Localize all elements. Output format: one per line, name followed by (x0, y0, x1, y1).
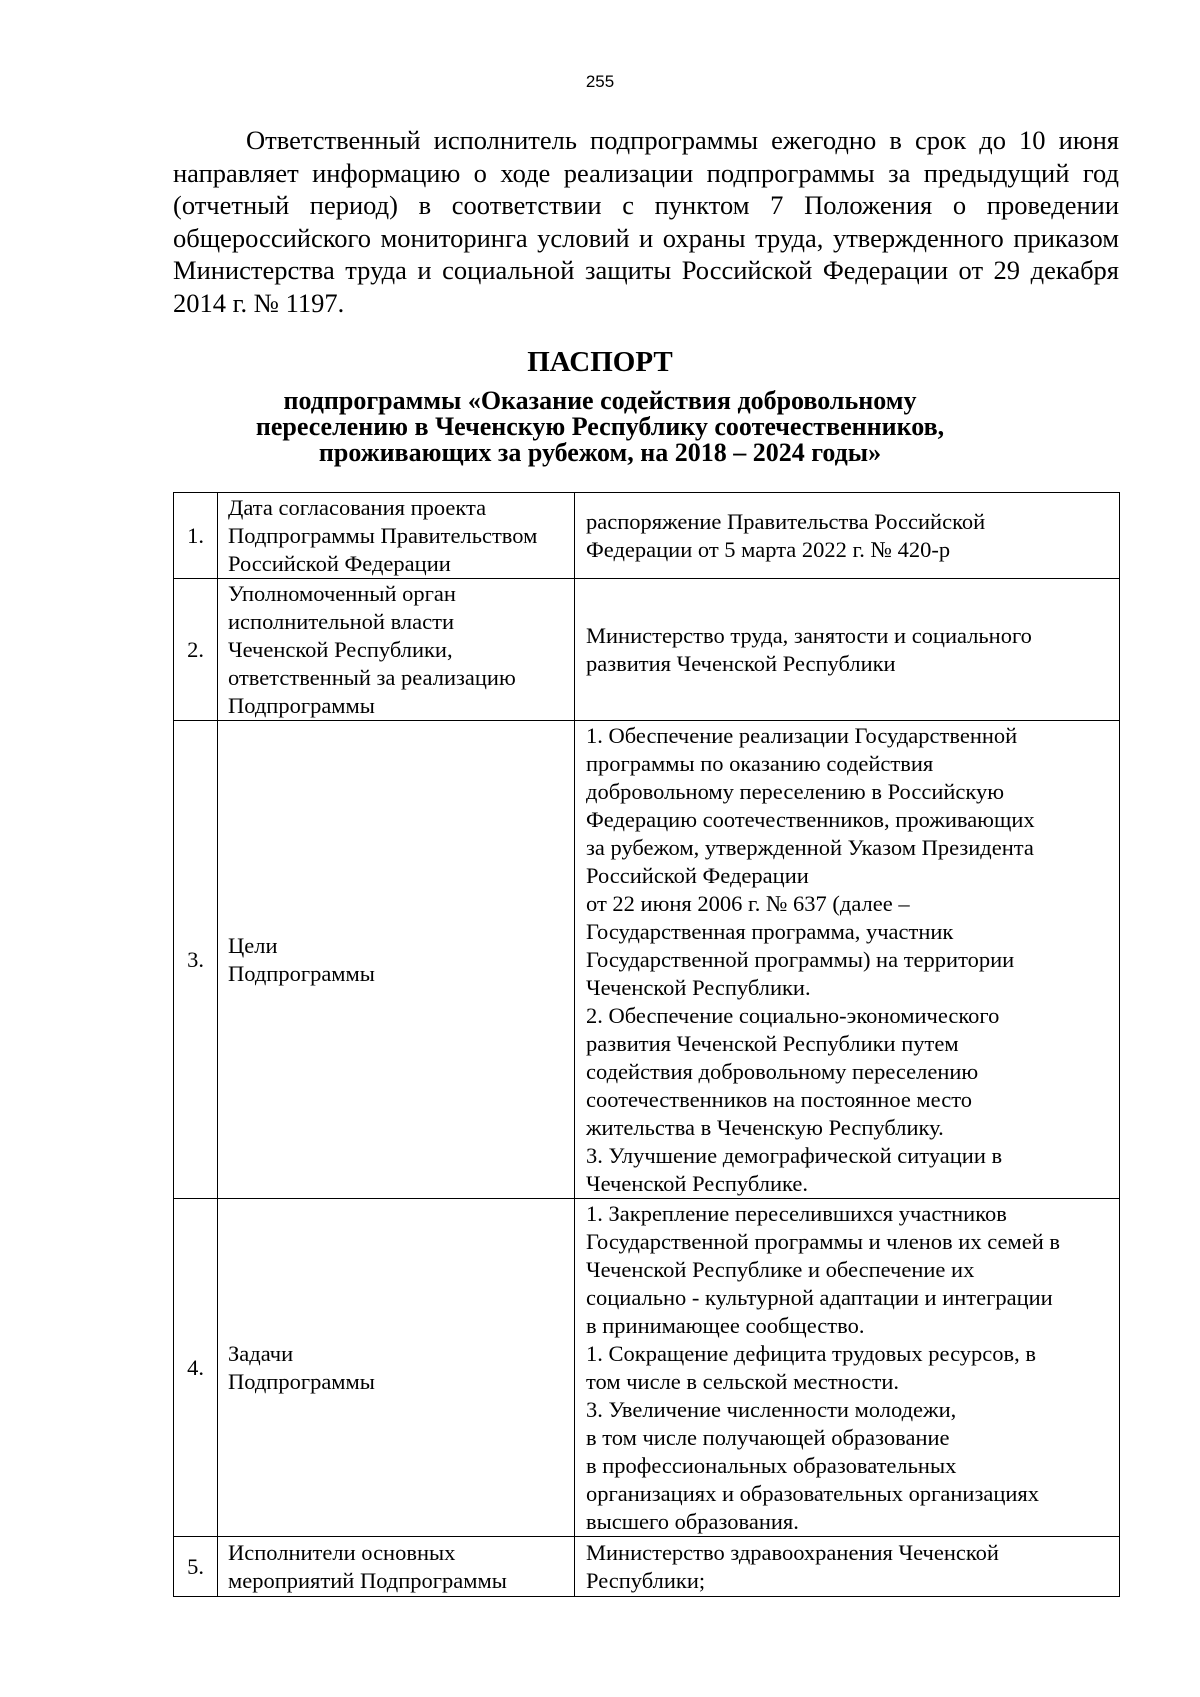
passport-subtitle-line: переселению в Чеченскую Республику соотечественников, (255, 412, 945, 441)
row-parameter: Дата согласования проекта Подпрограммы Правительством Российской Федерации (218, 493, 575, 579)
row-parameter: Уполномоченный орган исполнительной власти Чеченской Республики, ответственный за реализацию Подпрограммы (218, 579, 575, 721)
row-number: 5. (174, 1537, 218, 1597)
table-row (174, 1537, 1120, 1597)
row-parameter: Цели Подпрограммы (218, 721, 575, 1199)
row-number: 4. (174, 1199, 218, 1537)
table-row (174, 493, 1120, 579)
row-value: 1. Закрепление переселившихся участников Государственной программы и членов их семей в Чеченской Республике и обеспечение их социально - культурной адаптации и интеграции в принимающее сообщество. 1. Сокращение дефицита трудовых ресурсов, в том числе в сельской местности. 3. Увеличение численности молодежи, в том числе получающей образование в профессиональных образовательных организациях и образовательных организациях высшего образования. (575, 1199, 1120, 1537)
passport-title: ПАСПОРТ (527, 346, 673, 378)
page-number: 255 (585, 72, 615, 91)
row-parameter: Исполнители основных мероприятий Подпрограммы (218, 1537, 575, 1597)
row-number: 1. (174, 493, 218, 579)
row-value: распоряжение Правительства Российской Федерации от 5 марта 2022 г. № 420-р (575, 493, 1120, 579)
row-value: 1. Обеспечение реализации Государственной программы по оказанию содействия добровольному переселению в Российскую Федерацию соотечественников, проживающих за рубежом, утвержденной Указом Президента Российской Федерации от 22 июня 2006 г. № 637 (далее – Государственная программа, участник Государственной программы) на территории Чеченской Республики. 2. Обеспечение социально-экономического развития Чеченской Республики путем содействия добровольному переселению соотечественников на постоянное место жительства в Чеченскую Республику. 3. Улучшение демографической ситуации в Чеченской Республике. (575, 721, 1120, 1199)
passport-subtitle (0, 388, 1200, 466)
row-parameter: Задачи Подпрограммы (218, 1199, 575, 1537)
row-number: 2. (174, 579, 218, 721)
passport-table (173, 492, 1120, 1597)
table-row (174, 1199, 1120, 1537)
table-row (174, 579, 1120, 721)
passport-subtitle-line: подпрограммы «Оказание содействия добровольному (283, 386, 917, 415)
row-value: Министерство здравоохранения Чеченской Республики; (575, 1537, 1120, 1597)
passport-subtitle-line: проживающих за рубежом, на 2018 – 2024 годы» (318, 438, 882, 467)
row-number: 3. (174, 721, 218, 1199)
row-value: Министерство труда, занятости и социального развития Чеченской Республики (575, 579, 1120, 721)
table-row (174, 721, 1120, 1199)
intro-paragraph: Ответственный исполнитель подпрограммы ежегодно в срок до 10 июня направляет информацию о ходе реализации подпрограммы за предыдущий год (отчетный период) в соответствии с пунктом 7 Положения о проведении общероссийского мониторинга условий и охраны труда, утвержденного приказом Министерства труда и социальной защиты Российской Федерации от 29 декабря 2014 г. № 1197. (173, 125, 1119, 318)
